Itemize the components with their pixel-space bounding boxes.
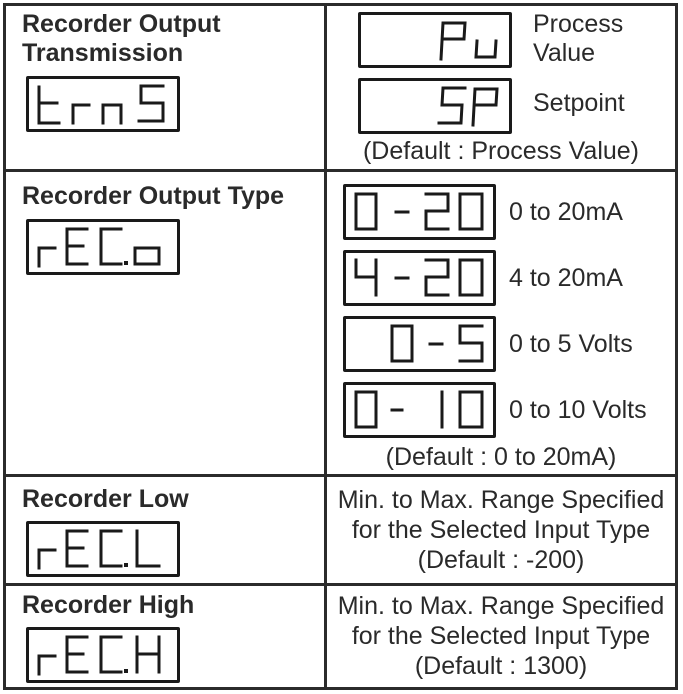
option-label-line2: Value (533, 39, 596, 67)
lcd-display-reco (26, 219, 180, 275)
lcd-display-recl (26, 521, 180, 577)
lcd-display-0-10 (343, 382, 496, 438)
option-label: 4 to 20mA (509, 264, 623, 292)
lcd-display-trns (26, 76, 180, 132)
default-value: (Default : 0 to 20mA) (385, 443, 617, 471)
row-title: Recorder Output (22, 10, 221, 38)
option-label: Setpoint (533, 89, 625, 117)
lcd-display-0-20 (343, 184, 496, 240)
row-title: Recorder Output Type (22, 182, 285, 210)
lcd-display-4-20 (343, 250, 496, 306)
row-title: Recorder Low (22, 485, 189, 513)
range-text-line2: for the Selected Input Type (351, 516, 651, 544)
range-text: Min. to Max. Range Specified (337, 486, 665, 514)
default-value: (Default : -200) (417, 546, 585, 574)
range-text: Min. to Max. Range Specified (337, 592, 665, 620)
row-title-line2: Transmission (22, 39, 184, 67)
lcd-display-rech (26, 627, 180, 683)
default-value: (Default : Process Value) (362, 137, 640, 165)
option-label: Process (533, 10, 624, 38)
column-divider (324, 3, 327, 690)
range-text-line2: for the Selected Input Type (351, 622, 651, 650)
default-value: (Default : 1300) (414, 652, 588, 680)
row-divider (3, 583, 678, 586)
option-label: 0 to 20mA (509, 198, 623, 226)
option-label: 0 to 10 Volts (509, 396, 647, 424)
row-divider (3, 169, 678, 172)
lcd-display-0-5 (343, 316, 496, 372)
row-divider (3, 474, 678, 477)
lcd-display-sp (358, 78, 512, 134)
option-label: 0 to 5 Volts (509, 330, 633, 358)
lcd-display-pu (358, 12, 512, 68)
row-title: Recorder High (22, 591, 195, 619)
